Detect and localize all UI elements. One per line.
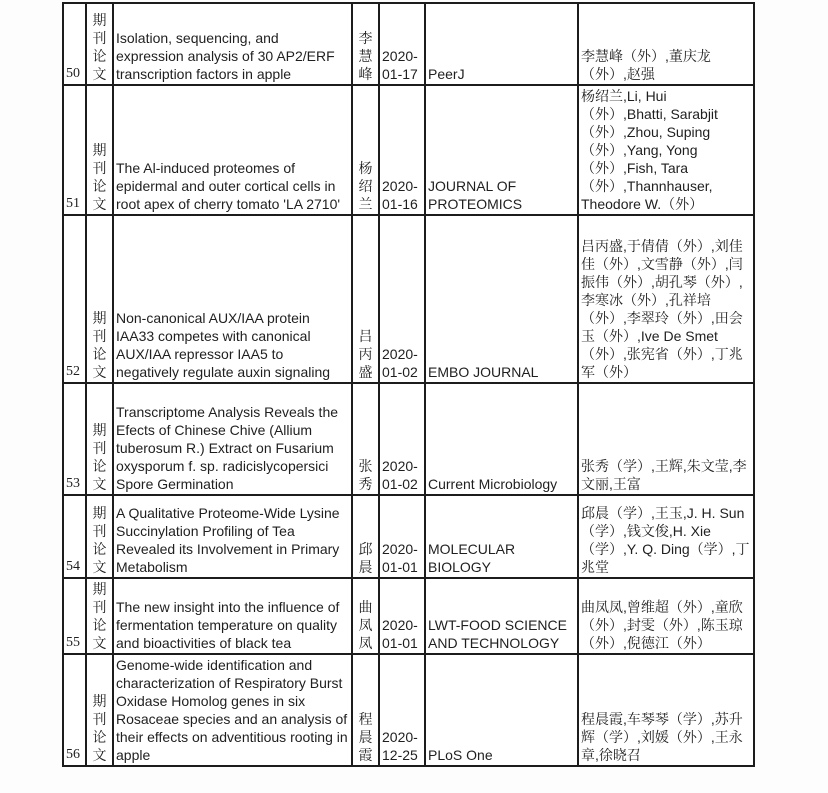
pub-title-cell: The Al-induced proteomes of epidermal and outer cortical cells in root apex of cherry tomato 'LA 2710' bbox=[113, 85, 352, 215]
row-number-cell: 52 bbox=[63, 215, 86, 383]
pub-type-cell: 期刊论文 bbox=[86, 383, 113, 495]
pub-date-cell: 2020-12-25 bbox=[379, 654, 425, 766]
pub-type-cell: 期刊论文 bbox=[86, 495, 113, 578]
row-number-cell: 54 bbox=[63, 495, 86, 578]
table-row bbox=[63, 3, 754, 85]
publications-table bbox=[62, 2, 755, 767]
first-author-cell: 邱晨 bbox=[352, 495, 379, 578]
first-author-cell: 张秀 bbox=[352, 383, 379, 495]
pub-title-cell: Transcriptome Analysis Reveals the Efects of Chinese Chive (Allium tuberosum R.) Extract on Fusarium oxysporum f. sp. radicislycopersici Spore Germination bbox=[113, 383, 352, 495]
table-row bbox=[63, 85, 754, 215]
table-row bbox=[63, 495, 754, 578]
journal-cell: PLoS One bbox=[425, 654, 578, 766]
row-number-cell: 50 bbox=[63, 3, 86, 85]
pub-title-cell: The new insight into the influence of fermentation temperature on quality and bioactivities of black tea bbox=[113, 578, 352, 654]
table-row bbox=[63, 383, 754, 495]
pub-type-cell: 期刊论文 bbox=[86, 654, 113, 766]
authors-cell: 杨绍兰,Li, Hui（外）,Bhatti, Sarabjit（外）,Zhou, Suping（外）,Yang, Yong（外）,Fish, Tara（外）,Thannhauser, Theodore W.（外） bbox=[578, 85, 754, 215]
journal-cell: PeerJ bbox=[425, 3, 578, 85]
row-number-cell: 53 bbox=[63, 383, 86, 495]
pub-type-cell: 期刊论文 bbox=[86, 215, 113, 383]
authors-cell: 张秀（学）,王辉,朱文莹,李文丽,王富 bbox=[578, 383, 754, 495]
journal-cell: MOLECULAR BIOLOGY bbox=[425, 495, 578, 578]
pub-type-cell: 期刊论文 bbox=[86, 578, 113, 654]
first-author-cell: 程晨霞 bbox=[352, 654, 379, 766]
first-author-cell: 曲凤凤 bbox=[352, 578, 379, 654]
authors-cell: 程晨霞,车琴琴（学）,苏升辉（学）,刘媛（外）,王永章,徐晓召 bbox=[578, 654, 754, 766]
journal-cell: LWT-FOOD SCIENCE AND TECHNOLOGY bbox=[425, 578, 578, 654]
pub-title-cell: Non-canonical AUX/IAA protein IAA33 competes with canonical AUX/IAA repressor IAA5 to negatively regulate auxin signaling bbox=[113, 215, 352, 383]
first-author-cell: 李慧峰 bbox=[352, 3, 379, 85]
journal-cell: Current Microbiology bbox=[425, 383, 578, 495]
authors-cell: 吕丙盛,于倩倩（外）,刘佳佳（外）,文雪静（外）,闫振伟（外）,胡孔琴（外）,李寒冰（外）,孔祥培（外）,李翠玲（外）,田会玉（外）,Ive De Smet（外）,张宪省（外）,丁兆军（外） bbox=[578, 215, 754, 383]
pub-date-cell: 2020-01-02 bbox=[379, 383, 425, 495]
journal-cell: EMBO JOURNAL bbox=[425, 215, 578, 383]
row-number-cell: 51 bbox=[63, 85, 86, 215]
pub-date-cell: 2020-01-02 bbox=[379, 215, 425, 383]
table-row bbox=[63, 578, 754, 654]
journal-cell: JOURNAL OF PROTEOMICS bbox=[425, 85, 578, 215]
authors-cell: 邱晨（学）,王玉,J. H. Sun（学）,钱文俊,H. Xie（学）,Y. Q. Ding（学）,丁兆堂 bbox=[578, 495, 754, 578]
pub-date-cell: 2020-01-01 bbox=[379, 578, 425, 654]
pub-title-cell: A Qualitative Proteome-Wide Lysine Succinylation Profiling of Tea Revealed its Involvement in Primary Metabolism bbox=[113, 495, 352, 578]
authors-cell: 李慧峰（外）,董庆龙（外）,赵强 bbox=[578, 3, 754, 85]
pub-type-cell: 期刊论文 bbox=[86, 3, 113, 85]
first-author-cell: 杨绍兰 bbox=[352, 85, 379, 215]
pub-date-cell: 2020-01-16 bbox=[379, 85, 425, 215]
row-number-cell: 56 bbox=[63, 654, 86, 766]
pub-date-cell: 2020-01-01 bbox=[379, 495, 425, 578]
authors-cell: 曲凤凤,曾维超（外）,童欣（外）,封雯（外）,陈玉琼（外）,倪德江（外） bbox=[578, 578, 754, 654]
pub-type-cell: 期刊论文 bbox=[86, 85, 113, 215]
pub-title-cell: Genome-wide identification and characterization of Respiratory Burst Oxidase Homolog genes in six Rosaceae species and an analysis of their effects on adventitious rooting in apple bbox=[113, 654, 352, 766]
first-author-cell: 吕丙盛 bbox=[352, 215, 379, 383]
row-number-cell: 55 bbox=[63, 578, 86, 654]
table-row bbox=[63, 215, 754, 383]
pub-title-cell: Isolation, sequencing, and expression analysis of 30 AP2/ERF transcription factors in apple bbox=[113, 3, 352, 85]
pub-date-cell: 2020-01-17 bbox=[379, 3, 425, 85]
table-row bbox=[63, 654, 754, 766]
